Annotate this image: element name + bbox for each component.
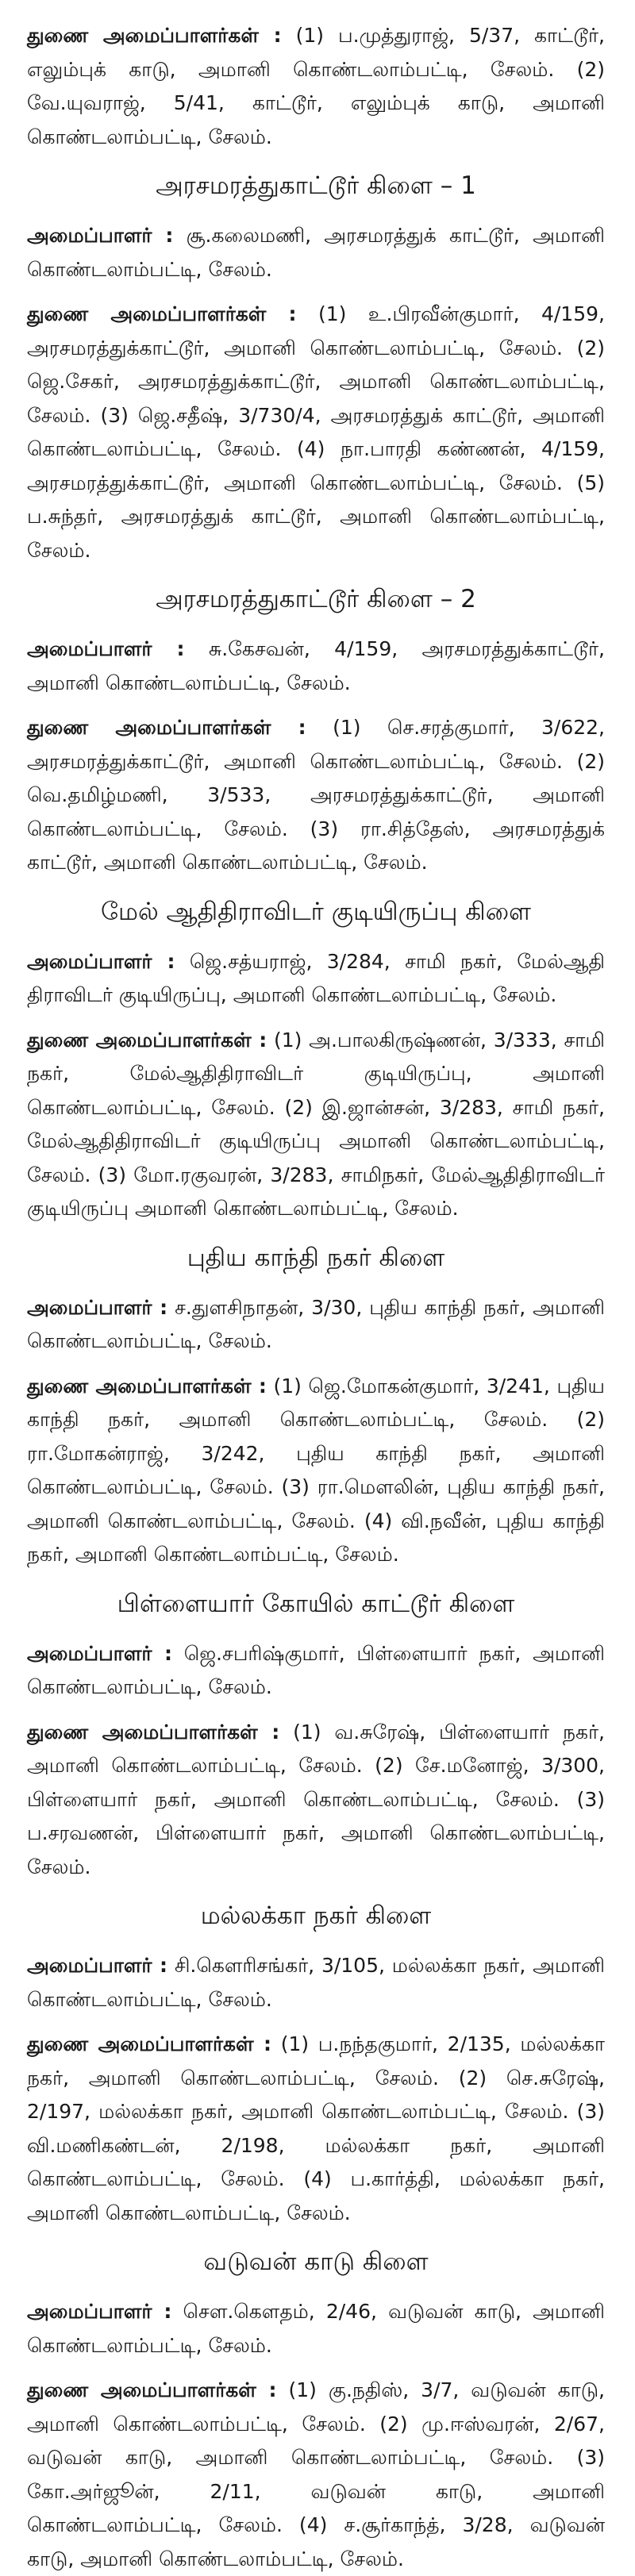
role-label: துணை அமைப்பாளர்கள் : [27, 1028, 267, 1052]
member-list-text: (1) ப.நந்தகுமார், 2/135, மல்லக்கா நகர், அமானி கொண்டலாம்பட்டி, சேலம். (2) செ.சுரேஷ், 2/197, மல்லக்கா நகர், அமானி கொண்டலாம்பட்டி, சேலம். (3) வி.மணிகண்டன், 2/198, மல்லக்கா நகர், அமானி கொண்டலாம்பட்டி, சேலம். (4) ப.கார்த்தி, மல்லக்கா நகர், அமானி கொண்டலாம்பட்டி, சேலம். [27, 2032, 605, 2224]
organizer-paragraph [27, 219, 605, 286]
role-label: அமைப்பாளர் : [27, 1954, 168, 1977]
role-label: துணை அமைப்பாளர்கள் : [27, 1374, 267, 1398]
branch-heading: மேல் ஆதிதிராவிடர் குடியிருப்பு கிளை [100, 897, 532, 926]
role-label: அமைப்பாளர் : [27, 637, 185, 660]
content [27, 19, 605, 2576]
member-list-text: ச.துளசிநாதன், 3/30, புதிய காந்தி நகர், அமானி கொண்டலாம்பட்டி, சேலம். [27, 1295, 605, 1352]
branch-heading: மல்லக்கா நகர் கிளை [200, 1901, 432, 1930]
member-list-text: (1) ஜெ.மோகன்குமார், 3/241, புதிய காந்தி நகர், அமானி கொண்டலாம்பட்டி, சேலம். (2) ரா.மோகன்ராஜ், 3/242, புதிய காந்தி நகர், அமானி கொண்டலாம்பட்டி, சேலம். (3) ரா.மௌலின், புதிய காந்தி நகர், அமானி கொண்டலாம்பட்டி, சேலம். (4) வி.நவீன், புதிய காந்தி நகர், அமானி கொண்டலாம்பட்டி, சேலம். [27, 1374, 605, 1566]
member-list-text: ஜெ.சத்யராஜ், 3/284, சாமி நகர், மேல்ஆதி திராவிடர் குடியிருப்பு, அமானி கொண்டலாம்பட்டி, சேலம். [27, 949, 605, 1006]
role-label: அமைப்பாளர் : [27, 1295, 168, 1319]
member-list-text: சி.கௌரிசங்கர், 3/105, மல்லக்கா நகர், அமானி கொண்டலாம்பட்டி, சேலம். [27, 1954, 605, 2011]
organizer-paragraph [27, 632, 605, 700]
organizer-paragraph [27, 1024, 605, 1226]
role-label: துணை அமைப்பாளர்கள் : [27, 2032, 272, 2055]
branch-heading: அரசமரத்துகாட்டூர் கிளை – 1 [156, 171, 476, 200]
branch-heading: அரசமரத்துகாட்டூர் கிளை – 2 [156, 585, 476, 613]
role-label: துணை அமைப்பாளர்கள் : [27, 302, 297, 325]
organizer-paragraph [27, 2374, 605, 2576]
member-list-text: சு.கேசவன், 4/159, அரசமரத்துக்காட்டூர், அமானி கொண்டலாம்பட்டி, சேலம். [27, 637, 605, 694]
organizer-paragraph [27, 1370, 605, 1572]
member-list-text: சௌ.கௌதம், 2/46, வடுவன் காடு, அமானி கொண்டலாம்பட்டி, சேலம். [27, 2300, 605, 2357]
organizer-paragraph [27, 1716, 605, 1885]
organizer-paragraph [27, 19, 605, 154]
member-list-text: (1) ப.முத்துராஜ், 5/37, காட்டூர், எலும்புக் காடு, அமானி கொண்டலாம்பட்டி, சேலம். (2) வே.யுவராஜ், 5/41, காட்டூர், எலும்புக் காடு, அமானி கொண்டலாம்பட்டி, சேலம். [27, 24, 605, 148]
role-label: அமைப்பாளர் : [27, 949, 175, 973]
organizer-paragraph [27, 1949, 605, 2017]
organizer-paragraph [27, 1637, 605, 1705]
role-label: துணை அமைப்பாளர்கள் : [27, 716, 306, 739]
organizer-paragraph [27, 711, 605, 880]
organizer-paragraph [27, 2295, 605, 2363]
organizer-paragraph [27, 945, 605, 1013]
role-label: துணை அமைப்பாளர்கள் : [27, 1720, 280, 1744]
member-list-text: (1) செ.சரத்குமார், 3/622, அரசமரத்துக்காட்டூர், அமானி கொண்டலாம்பட்டி, சேலம். (2) வெ.தமிழ்மணி, 3/533, அரசமரத்துக்காட்டூர், அமானி கொண்டலாம்பட்டி, சேலம். (3) ரா.சித்தேஸ், அரசமரத்துக் காட்டூர், அமானி கொண்டலாம்பட்டி, சேலம். [27, 716, 605, 874]
branch-heading: வடுவன் காடு கிளை [203, 2247, 429, 2276]
branch-heading: பிள்ளையார் கோயில் காட்டூர் கிளை [117, 1589, 515, 1618]
role-label: அமைப்பாளர் : [27, 224, 174, 247]
member-list-text: ஜெ.சபரிஷ்குமார், பிள்ளையார் நகர், அமானி கொண்டலாம்பட்டி, சேலம். [27, 1641, 605, 1698]
role-label: அமைப்பாளர் : [27, 2300, 172, 2323]
member-list-text: (1) வ.சுரேஷ், பிள்ளையார் நகர், அமானி கொண்டலாம்பட்டி, சேலம். (2) சே.மனோஜ், 3/300, பிள்ளையார் நகர், அமானி கொண்டலாம்பட்டி, சேலம். (3) ப.சரவணன், பிள்ளையார் நகர், அமானி கொண்டலாம்பட்டி, சேலம். [27, 1720, 605, 1878]
member-list-text: (1) அ.பாலகிருஷ்ணன், 3/333, சாமி நகர், மேல்ஆதிதிராவிடர் குடியிருப்பு, அமானி கொண்டலாம்பட்டி, சேலம். (2) இ.ஜான்சன், 3/283, சாமி நகர், மேல்ஆதிதிராவிடர் குடியிருப்பு அமானி கொண்டலாம்பட்டி, சேலம். (3) மோ.ரகுவரன், 3/283, சாமிநகர், மேல்ஆதிதிராவிடர் குடியிருப்பு அமானி கொண்டலாம்பட்டி, சேலம். [27, 1028, 605, 1220]
branch-heading: புதிய காந்தி நகர் கிளை [187, 1243, 445, 1272]
organizer-paragraph [27, 1291, 605, 1359]
member-list-text: (1) கு.நதிஸ், 3/7, வடுவன் காடு, அமானி கொண்டலாம்பட்டி, சேலம். (2) மு.ஈஸ்வரன், 2/67, வடுவன் காடு, அமானி கொண்டலாம்பட்டி, சேலம். (3) கோ.அர்ஜூன், 2/11, வடுவன் காடு, அமானி கொண்டலாம்பட்டி, சேலம். (4) ச.சூர்காந்த், 3/28, வடுவன் காடு, அமானி கொண்டலாம்பட்டி, சேலம். [27, 2378, 605, 2570]
member-list-text: சூ.கலைமணி, அரசமரத்துக் காட்டூர், அமானி கொண்டலாம்பட்டி, சேலம். [27, 224, 605, 281]
role-label: அமைப்பாளர் : [27, 1641, 172, 1665]
organizer-paragraph [27, 298, 605, 567]
role-label: துணை அமைப்பாளர்கள் : [27, 2378, 277, 2401]
organizer-paragraph [27, 2028, 605, 2230]
member-list-text: (1) உ.பிரவீன்குமார், 4/159, அரசமரத்துக்காட்டூர், அமானி கொண்டலாம்பட்டி, சேலம். (2) ஜெ.சேகர், அரசமரத்துக்காட்டூர், அமானி கொண்டலாம்பட்டி, சேலம். (3) ஜெ.சதீஷ், 3/730/4, அரசமரத்துக் காட்டூர், அமானி கொண்டலாம்பட்டி, சேலம். (4) நா.பாரதி கண்ணன், 4/159, அரசமரத்துக்காட்டூர், அமானி கொண்டலாம்பட்டி, சேலம். (5) ப.சுந்தர், அரசமரத்துக் காட்டூர், அமானி கொண்டலாம்பட்டி, சேலம். [27, 302, 605, 562]
role-label: துணை அமைப்பாளர்கள் : [27, 24, 282, 47]
